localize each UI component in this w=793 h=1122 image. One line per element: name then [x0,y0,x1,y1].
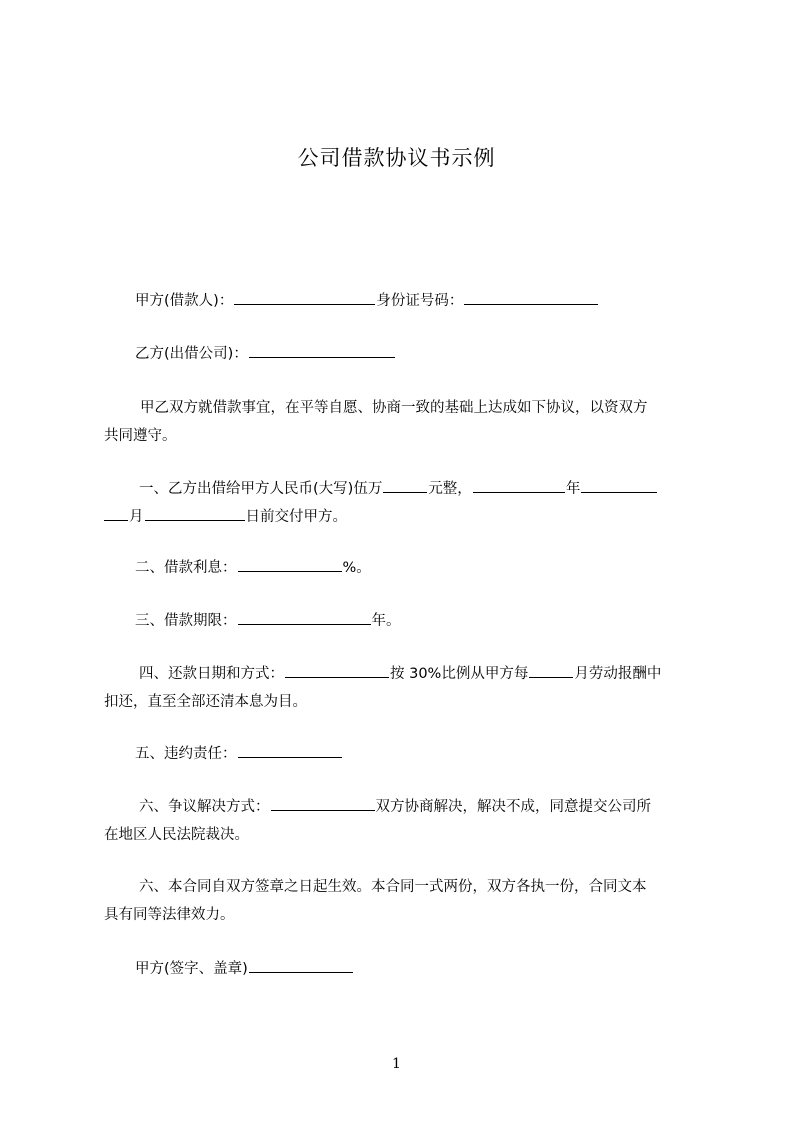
clause-1-text-b: 元整， [428,481,472,497]
clause-7 [104,873,704,929]
clause-1-day-blank[interactable] [145,505,245,521]
party-a-label: 甲方(借款人)： [135,293,234,309]
clause-1-text-e: 日前交付甲方。 [245,509,347,525]
clause-4-text-a: 四、还款日期和方式： [139,666,284,682]
repayment-month-blank[interactable] [529,662,573,678]
intro-line-2: 共同遵守。 [104,428,177,444]
party-a-line [135,287,705,315]
clause-6 [104,793,704,849]
dispute-method-blank[interactable] [271,795,375,811]
signature-label: 甲方(签字、盖章) [135,961,248,977]
repayment-date-blank[interactable] [285,662,389,678]
clause-1 [104,475,704,531]
clause-5-label: 五、违约责任： [135,746,237,762]
party-b-line [135,340,705,368]
clause-4-text-b: 按 30%比例从甲方每 [390,666,529,682]
signature-blank[interactable] [249,957,353,973]
clause-5 [135,740,705,768]
clause-1-year-blank[interactable] [473,477,565,493]
intro-paragraph [104,394,704,450]
clause-2-label: 二、借款利息： [135,560,237,576]
intro-line-1: 甲乙双方就借款事宜，在平等自愿、协商一致的基础上达成如下协议，以资双方 [140,400,648,416]
clause-6-text-a: 六、争议解决方式： [139,799,270,815]
signature-line [135,955,705,983]
interest-rate-blank[interactable] [238,556,342,572]
clause-3-suffix: 年。 [371,613,401,629]
clause-1-month-blank-b[interactable] [104,505,128,521]
clause-6-text-b: 双方协商解决，解决不成，同意提交公司所 [375,799,651,815]
breach-liability-blank[interactable] [238,742,342,758]
clause-1-amount-blank[interactable] [383,477,427,493]
clause-6-line-2: 在地区人民法院裁决。 [104,827,249,843]
clause-4 [104,660,704,716]
id-number-blank[interactable] [464,289,598,305]
clause-3-label: 三、借款期限： [135,613,237,629]
party-b-name-blank[interactable] [249,342,395,358]
clause-3 [135,607,705,635]
party-b-label: 乙方(出借公司)： [135,346,248,362]
clause-1-month-blank-a[interactable] [581,477,657,493]
clause-1-text-d: 月 [129,509,144,525]
document-title: 公司借款协议书示例 [297,146,496,170]
clause-2 [135,554,705,582]
clause-1-text-c: 年 [565,481,581,497]
clause-7-line-1: 六、本合同自双方签章之日起生效。本合同一式两份，双方各执一份，合同文本 [139,879,647,895]
clause-2-suffix: %。 [342,560,371,576]
page-number: 1 [392,1056,401,1072]
party-a-name-blank[interactable] [234,289,375,305]
clause-4-line-2: 扣还，直至全部还清本息为目。 [104,694,307,710]
loan-term-blank[interactable] [238,609,371,625]
clause-7-line-2: 具有同等法律效力。 [104,907,235,923]
id-number-label: 身份证号码： [376,293,464,309]
clause-4-text-c: 月劳动报酬中 [574,666,662,682]
clause-1-text-a: 一、乙方出借给甲方人民币(大写)伍万 [139,481,383,497]
